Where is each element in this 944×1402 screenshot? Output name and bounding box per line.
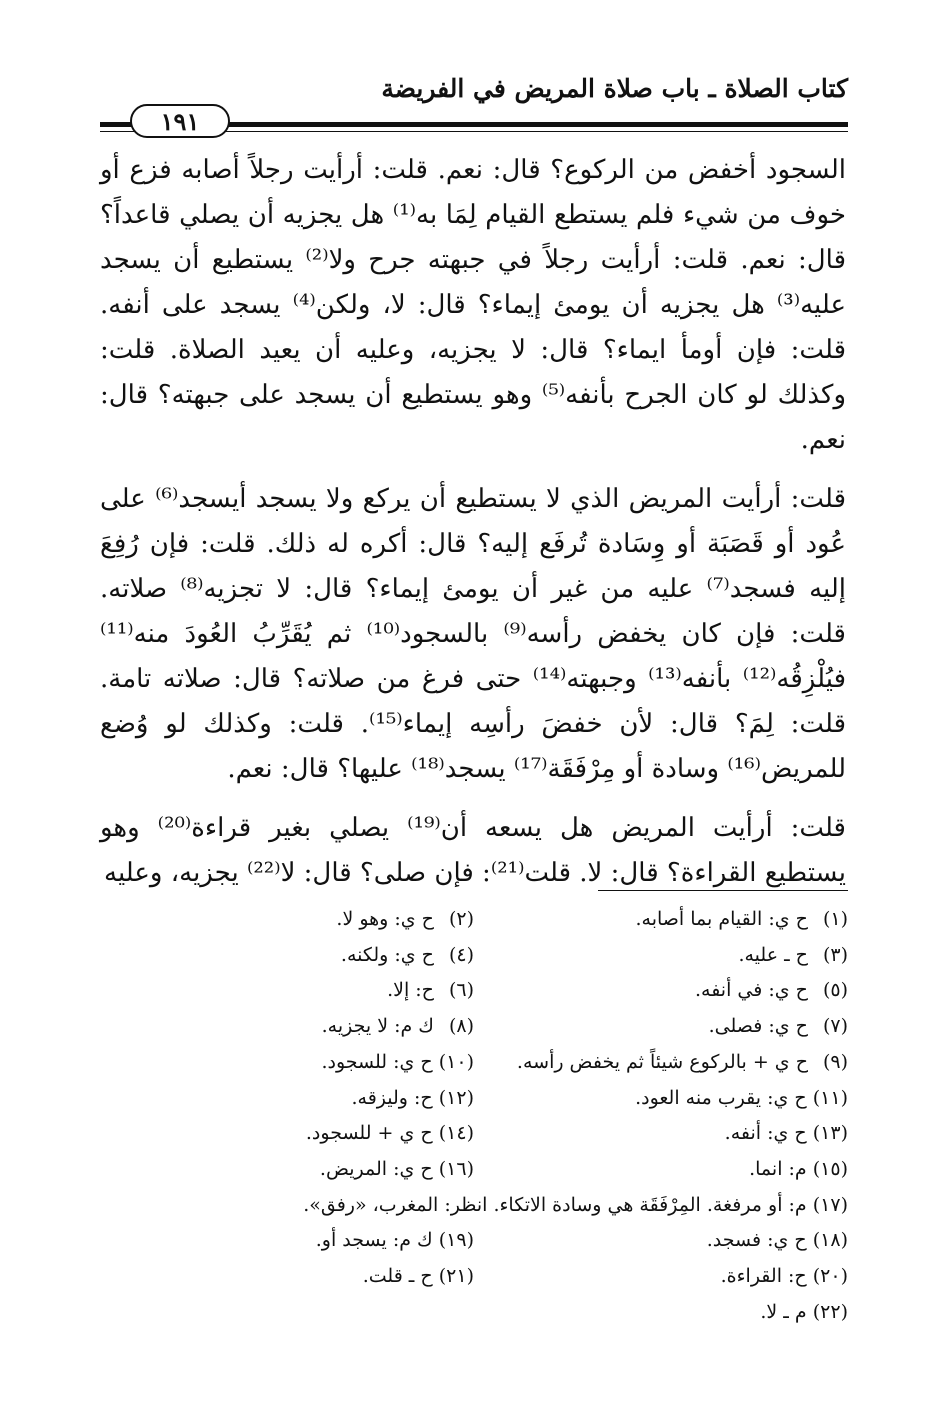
footnote-text: ح ي: في أنفه.	[694, 979, 808, 1002]
footnote	[100, 1009, 474, 1045]
footnote-text: ح ي: يقرب منه العود.	[635, 1086, 807, 1109]
footnote-separator	[598, 890, 848, 891]
footnote-row	[100, 902, 848, 938]
footnote	[100, 938, 474, 974]
footnote-text: ح ي: المريض.	[319, 1157, 433, 1180]
footnote-row	[100, 1259, 848, 1295]
footnote-number: (٧)	[822, 1015, 848, 1038]
footnote-text: ح ي + للسجود.	[305, 1122, 433, 1145]
footnote-number: (١)	[822, 908, 848, 930]
footnote	[100, 902, 474, 938]
footnote-text: ح ـ قلت.	[362, 1265, 433, 1288]
footnote-text: م ـ لا.	[760, 1300, 807, 1323]
footnote-number: (١٩)	[438, 1229, 474, 1252]
footnote	[100, 1152, 474, 1188]
footnote-text: ح: إلا.	[387, 979, 434, 1002]
footnote-text: ح ي: وهو لا.	[336, 908, 434, 930]
footnote-number: (١٦)	[438, 1157, 474, 1180]
main-text	[100, 148, 846, 896]
footnote	[474, 1045, 848, 1081]
footnote-number: (١١)	[812, 1086, 848, 1109]
footnote-text: ح ي + بالركوع شيئاً ثم يخفض رأسه.	[516, 1050, 808, 1073]
footnote-text: م: انما.	[749, 1157, 807, 1180]
footnote-number: (١٣)	[812, 1122, 848, 1145]
footnote-number: (٤)	[448, 943, 474, 966]
footnote-text: ح ي: فصلى.	[708, 1015, 808, 1038]
footnote	[100, 1045, 474, 1081]
footnote-text: ح: وليزقه.	[351, 1086, 433, 1109]
footnote-number: (١٢)	[438, 1086, 474, 1109]
paragraph: السجود أخفض من الركوع؟ قال: نعم. قلت: أرأيت رجلاً أصابه فزع أو خوف من شيء فلم يستطع القيام لِمَا به⁽¹⁾ هل يجزيه أن يصلي قاعداً؟ قال: نعم. قلت: أرأيت رجلاً في جبهته جرح ولا⁽²⁾ يستطيع أن يسجد عليه⁽³⁾ هل يجزيه أن يومئ إيماء؟ قال: لا، ولكن⁽⁴⁾ يسجد على أنفه. قلت: فإن أومأ ايماء؟ قال: لا يجزيه، وعليه أن يعيد الصلاة. قلت: وكذلك لو كان الجرح بأنفه⁽⁵⁾ وهو يستطيع أن يسجد على جبهته؟ قال: نعم.	[100, 155, 847, 455]
footnote-number: (١٧)	[812, 1193, 848, 1216]
footnote-text: ح ي: أنفه.	[724, 1122, 807, 1145]
footnote-text: ح ي: ولكنه.	[340, 943, 434, 966]
footnote-number: (١٥)	[812, 1157, 848, 1180]
footnote-row	[100, 973, 848, 1009]
footnote	[474, 902, 848, 938]
footnote	[474, 1152, 848, 1188]
footnote	[474, 1116, 848, 1152]
footnotes	[100, 902, 848, 1330]
footnote-number: (٢)	[448, 908, 474, 930]
footnote	[474, 938, 848, 974]
footnote	[474, 1295, 848, 1331]
footnote-text: ح ي: فسجد.	[706, 1229, 807, 1252]
footnote	[474, 1223, 848, 1259]
footnote-row	[100, 1081, 848, 1117]
footnote-row	[100, 938, 848, 974]
footnote-number: (١٠)	[438, 1050, 474, 1073]
footnote	[100, 973, 474, 1009]
footnote-text: ك م: لا يجزيه.	[321, 1015, 434, 1038]
footnote	[474, 1081, 848, 1117]
footnote	[100, 1259, 474, 1295]
footnote	[100, 1081, 474, 1117]
paragraph: قلت: أرأيت المريض هل يسعه أن⁽¹⁹⁾ يصلي بغير قراءة⁽²⁰⁾ وهو يستطيع القراءة؟ قال: لا. قلت⁽²¹⁾: فإن صلى؟ قال: لا⁽²²⁾ يجزيه، وعليه	[100, 813, 846, 888]
footnote	[100, 1116, 474, 1152]
footnote-number: (٢١)	[438, 1265, 474, 1288]
footnote-number: (٢٠)	[812, 1265, 848, 1288]
footnote-number: (١٤)	[438, 1122, 474, 1145]
footnote	[100, 1188, 848, 1224]
footnote-text: ح: القراءة.	[720, 1265, 807, 1288]
footnote-text: ك م: يسجد أو.	[315, 1229, 433, 1252]
footnote-row	[100, 1045, 848, 1081]
footnote-text: ح ي: القيام بما أصابه.	[635, 908, 808, 930]
footnote-text: م: أو مرفغة. المِرْفَقَة هي وسادة الاتكاء. انظر: المغرب، «رفق».	[303, 1193, 807, 1216]
footnote-number: (١٨)	[812, 1229, 848, 1252]
footnote-row	[100, 1116, 848, 1152]
footnote-row	[100, 1295, 848, 1331]
footnote-number: (٨)	[448, 1015, 474, 1038]
footnote-number: (٩)	[822, 1050, 848, 1073]
footnote-row	[100, 1009, 848, 1045]
footnote-row	[100, 1188, 848, 1224]
page-number-badge: ١٩١	[130, 104, 230, 138]
footnote-text: ح ي: للسجود.	[321, 1050, 433, 1073]
paragraph: قلت: أرأيت المريض الذي لا يستطيع أن يركع ولا يسجد أيسجد⁽⁶⁾ على عُود أو قَصَبَة أو وِسَادة تُرفَع إليه؟ قال: أكره له ذلك. قلت: فإن رُفِعَ إليه فسجد⁽⁷⁾ عليه من غير أن يومئ إيماء؟ قال: لا تجزيه⁽⁸⁾ صلاته. قلت: فإن كان يخفض رأسه⁽⁹⁾ بالسجود⁽¹⁰⁾ ثم يُقَرِّبُ العُودَ منه⁽¹¹⁾ فيُلْزِقُه⁽¹²⁾ بأنفه⁽¹³⁾ وجبهته⁽¹⁴⁾ حتى فرغ من صلاته؟ قال: صلاته تامة. قلت: لِمَ؟ قال: لأن خفضَ رأسِه إيماء⁽¹⁵⁾. قلت: وكذلك لو وُضع للمريض⁽¹⁶⁾ وسادة أو مِرْفَقَة⁽¹⁷⁾ يسجد⁽¹⁸⁾ عليها؟ قال: نعم.	[100, 484, 846, 784]
footnote-number: (٣)	[822, 943, 848, 966]
running-title: كتاب الصلاة ـ باب صلاة المريض في الفريضة	[381, 74, 848, 103]
footnote-number: (٢٢)	[812, 1300, 848, 1323]
footnote	[474, 973, 848, 1009]
footnote-number: (٥)	[822, 979, 848, 1002]
footnote-row	[100, 1223, 848, 1259]
footnote-number: (٦)	[448, 979, 474, 1002]
footnote	[100, 1223, 474, 1259]
footnote	[474, 1259, 848, 1295]
footnote-row	[100, 1152, 848, 1188]
footnote-text: ح ـ عليه.	[738, 943, 808, 966]
footnote	[474, 1009, 848, 1045]
